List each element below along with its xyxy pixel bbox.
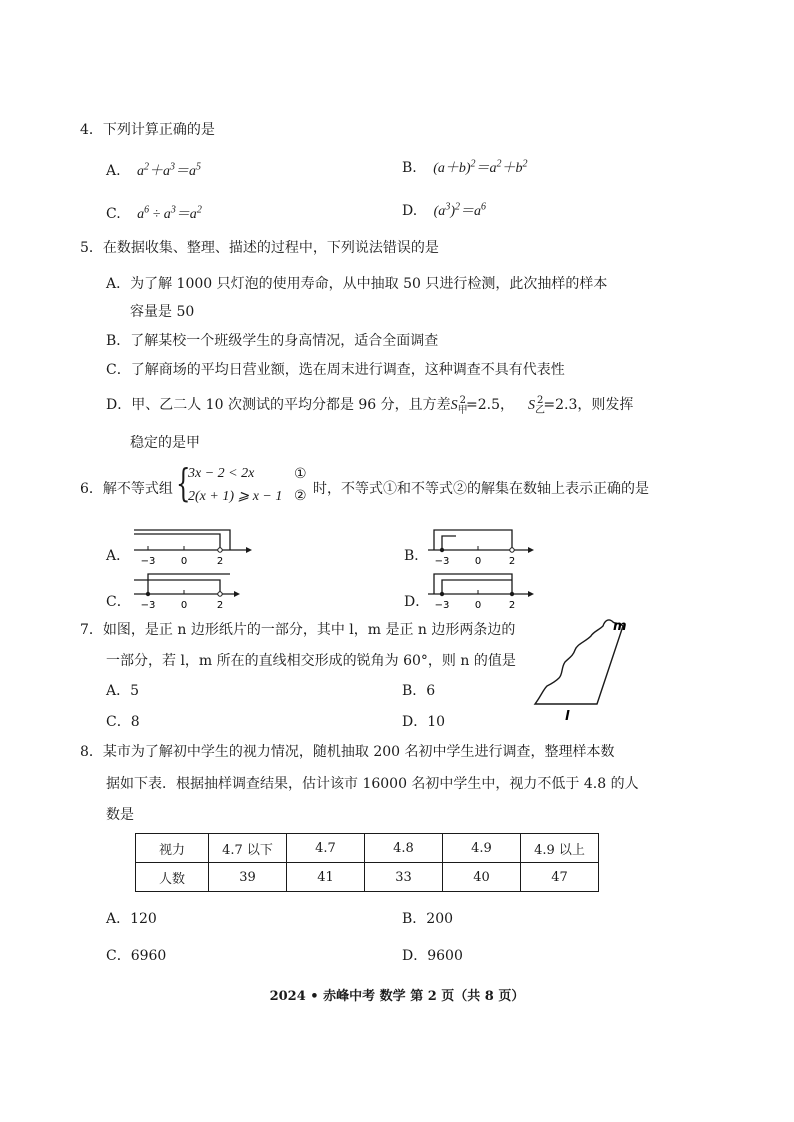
inequality-2-mark: ② — [294, 488, 307, 504]
q4-option-d-label: D. — [402, 203, 418, 219]
table-cell: 4.9 — [443, 834, 521, 863]
q7-option-c: C．8 — [106, 714, 140, 730]
inequality-1-mark: ① — [294, 466, 307, 482]
question-4-stem: 4．下列计算正确的是 — [80, 122, 215, 138]
question-8-line3: 数是 — [106, 807, 134, 823]
table-cell: 4.7 — [287, 834, 365, 863]
tick-label: 2 — [508, 600, 516, 611]
table-cell: 47 — [521, 863, 599, 892]
q5-option-b: B．了解某校一个班级学生的身高情况，适合全面调查 — [106, 333, 439, 349]
q7-option-b: B．6 — [402, 683, 436, 699]
q4-option-c-label: C. — [106, 206, 121, 222]
q4-option-a: A. $a^2+a^3=a^5$ — [106, 161, 202, 179]
tick-label: 0 — [180, 556, 188, 567]
q6-number-line-a — [132, 522, 252, 568]
question-8-line1: 8．某市为了解初中学生的视力情况，随机抽取 200 名初中学生进行调查，整理样本数 — [80, 744, 615, 760]
polygon-paper-figure — [525, 612, 635, 724]
q5-option-a-line1: A．为了解 1000 只灯泡的使用寿命，从中抽取 50 只进行检测，此次抽样的样本 — [106, 276, 608, 292]
inequality-1: 3x − 2 < 2x — [188, 466, 255, 481]
label-l: l — [565, 709, 570, 724]
q8-option-d: D．9600 — [402, 948, 463, 964]
brace-icon: { — [176, 461, 191, 505]
q4-option-b-label: B. — [402, 160, 417, 176]
q6-number-line-c — [132, 566, 240, 612]
question-5-stem: 5．在数据收集、整理、描述的过程中，下列说法错误的是 — [80, 240, 439, 256]
label-m: m — [613, 619, 627, 634]
table-cell: 4.8 — [365, 834, 443, 863]
q6-option-c-label: C． — [106, 594, 131, 610]
question-6-stem-pre: 6．解不等式组 — [80, 481, 173, 497]
table-cell: 4.7 以下 — [209, 834, 287, 863]
q6-number-line-d — [426, 566, 534, 612]
q5-option-d-line1: D．甲、乙二人 10 次测试的平均分都是 96 分，且方差$S_甲^2=2.5$， $S_乙^2=2.3$，则发挥 — [106, 395, 634, 416]
q4-option-d: D. $(a^3)^2=a^6$ — [402, 201, 486, 219]
q4-option-c: C. $a^6 \div a^3=a^2$ — [106, 204, 202, 222]
q7-option-d: D．10 — [402, 714, 446, 730]
tick-label: −3 — [434, 600, 450, 611]
q8-option-a: A．120 — [106, 911, 157, 927]
tick-label: 2 — [508, 556, 516, 567]
table-row — [136, 834, 599, 863]
question-6-stem-post: 时，不等式①和不等式②的解集在数轴上表示正确的是 — [313, 481, 649, 497]
table-cell: 39 — [209, 863, 287, 892]
tick-label: −3 — [434, 556, 450, 567]
q5-option-c: C．了解商场的平均日营业额，选在周末进行调查，这种调查不具有代表性 — [106, 362, 565, 378]
table-cell: 33 — [365, 863, 443, 892]
tick-label: −3 — [140, 556, 156, 567]
q4-option-b: B. $(a+b)^2=a^2+b^2$ — [402, 158, 528, 176]
inequality-2: 2(x + 1) ⩾ x − 1 — [188, 489, 283, 504]
q6-option-b-label: B． — [404, 548, 429, 564]
tick-label: 0 — [474, 556, 482, 567]
table-cell: 视力 — [136, 834, 209, 863]
q5-option-d-text: D．甲、乙二人 10 次测试的平均分都是 96 分，且方差 — [106, 397, 451, 413]
question-7-line2: 一部分，若 l，m 所在的直线相交形成的锐角为 60°，则 n 的值是 — [106, 653, 516, 669]
tick-label: 2 — [216, 600, 224, 611]
tick-label: −3 — [140, 600, 156, 611]
table-cell: 40 — [443, 863, 521, 892]
q5-variance-jia: =2.5， — [466, 397, 515, 413]
q5-variance-yi: =2.3，则发挥 — [543, 397, 634, 413]
q6-option-d-label: D． — [404, 594, 430, 610]
q7-option-a: A．5 — [106, 683, 140, 699]
q8-option-c: C．6960 — [106, 948, 167, 964]
tick-label: 0 — [474, 600, 482, 611]
tick-label: 0 — [180, 600, 188, 611]
table-cell: 人数 — [136, 863, 209, 892]
q8-option-b: B．200 — [402, 911, 454, 927]
table-cell: 41 — [287, 863, 365, 892]
q6-option-a-label: A． — [106, 548, 131, 564]
question-8-line2: 据如下表．根据抽样调查结果，估计该市 16000 名初中学生中，视力不低于 4.8 的人 — [106, 776, 639, 792]
table-cell: 4.9 以上 — [521, 834, 599, 863]
page-footer: 2024 • 赤峰中考 数学 第 2 页（共 8 页） — [269, 989, 525, 1004]
q5-option-d-line2: 稳定的是甲 — [130, 435, 200, 451]
table-row — [136, 863, 599, 892]
q5-option-a-line2: 容量是 50 — [130, 304, 195, 320]
q4-option-a-label: A. — [106, 163, 121, 179]
tick-label: 2 — [216, 556, 224, 567]
q6-number-line-b — [426, 522, 534, 568]
question-7-line1: 7．如图，是正 n 边形纸片的一部分，其中 l，m 是正 n 边形两条边的 — [80, 622, 516, 638]
vision-data-table — [135, 833, 599, 892]
